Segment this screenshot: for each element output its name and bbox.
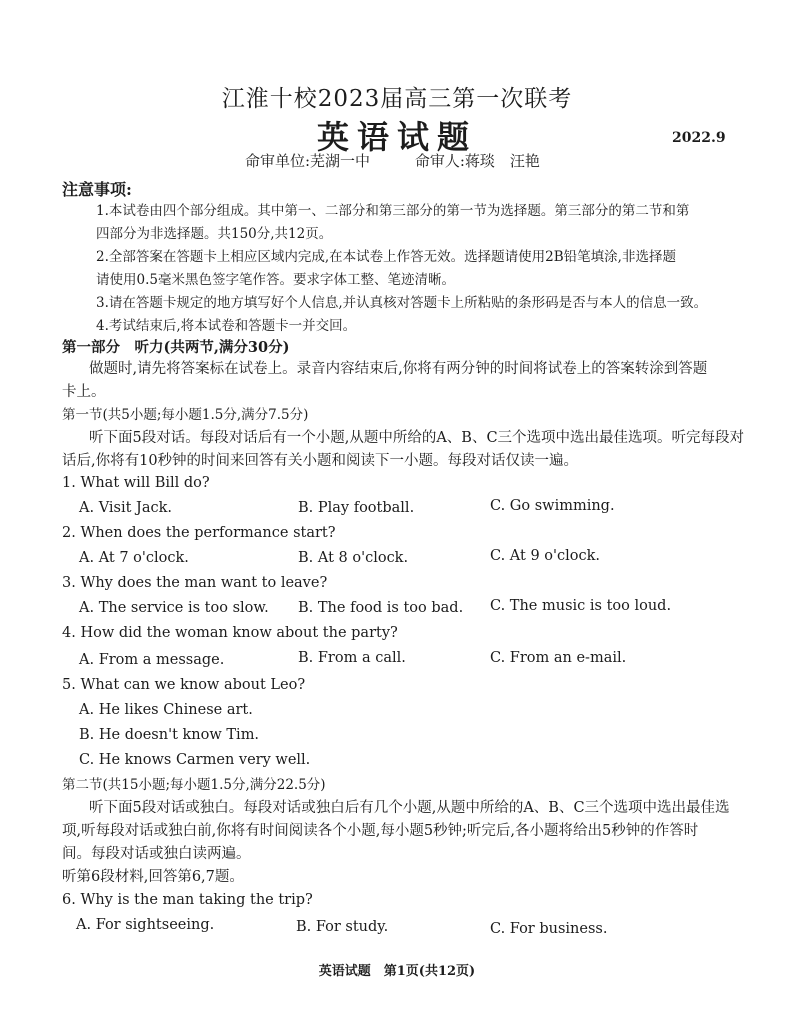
q3-option-b: B. The food is too bad. xyxy=(298,600,464,616)
q4-option-a: A. From a message. xyxy=(79,652,225,668)
question-4: 4. How did the woman know about the party? xyxy=(62,625,398,641)
exam-date: 2022.9 xyxy=(672,130,726,146)
section1-instructions: 听下面5段对话。每段对话后有一个小题,从题中所给的A、B、C三个选项中选出最佳选项。听完每段对 xyxy=(89,430,745,446)
part1-intro-cont: 卡上。 xyxy=(62,384,106,400)
q6-option-a: A. For sightseeing. xyxy=(76,917,215,933)
notice-item-2: 2.全部答案在答题卡上相应区域内完成,在本试卷上作答无效。选择题请使用2B铅笔填涂,非选择题 xyxy=(96,249,676,265)
q1-option-b: B. Play football. xyxy=(298,500,415,516)
section2-instructions: 听下面5段对话或独白。每段对话或独白后有几个小题,从题中所给的A、B、C三个选项中选出最佳选 xyxy=(89,800,730,816)
q2-option-c: C. At 9 o'clock. xyxy=(490,548,601,564)
question-3: 3. Why does the man want to leave? xyxy=(62,575,328,591)
notice-heading: 注意事项: xyxy=(62,180,132,199)
notice-item-1-cont: 四部分为非选择题。共150分,共12页。 xyxy=(96,226,333,242)
q6-option-c: C. For business. xyxy=(490,921,608,937)
question-2: 2. When does the performance start? xyxy=(62,525,336,541)
section1-heading: 第一节(共5小题;每小题1.5分,满分7.5分) xyxy=(62,407,309,423)
notice-item-3: 3.请在答题卡规定的地方填写好个人信息,并认真核对答题卡上所粘贴的条形码是否与本人的信息一致。 xyxy=(96,295,708,311)
setter-people: 命审人:蒋琰 汪艳 xyxy=(414,152,540,170)
setter-unit: 命审单位:芜湖一中 xyxy=(245,152,371,170)
q2-option-a: A. At 7 o'clock. xyxy=(79,550,189,566)
question-5: 5. What can we know about Leo? xyxy=(62,677,306,693)
q6-option-b: B. For study. xyxy=(296,919,389,935)
q2-option-b: B. At 8 o'clock. xyxy=(298,550,409,566)
part1-intro: 做题时,请先将答案标在试卷上。录音内容结束后,你将有两分钟的时间将试卷上的答案转涂到答题 xyxy=(89,361,708,377)
q4-option-b: B. From a call. xyxy=(298,650,406,666)
setter-line xyxy=(245,150,580,171)
q5-option-a: A. He likes Chinese art. xyxy=(79,702,253,718)
exam-title: 江淮十校2023届高三第一次联考 xyxy=(221,86,573,112)
section2-heading: 第二节(共15小题;每小题1.5分,满分22.5分) xyxy=(62,777,326,793)
question-6: 6. Why is the man taking the trip? xyxy=(62,892,313,908)
q5-option-b: B. He doesn't know Tim. xyxy=(79,727,260,743)
part1-heading: 第一部分 听力(共两节,满分30分) xyxy=(62,339,290,356)
q5-option-c: C. He knows Carmen very well. xyxy=(79,752,311,768)
notice-item-4: 4.考试结束后,将本试卷和答题卡一并交回。 xyxy=(96,318,357,334)
q3-option-c: C. The music is too loud. xyxy=(490,598,672,614)
material-6-note: 听第6段材料,回答第6,7题。 xyxy=(62,869,244,885)
q3-option-a: A. The service is too slow. xyxy=(79,600,269,616)
question-1: 1. What will Bill do? xyxy=(62,475,210,491)
section1-instructions-cont: 话后,你将有10秒钟的时间来回答有关小题和阅读下一小题。每段对话仅读一遍。 xyxy=(62,453,579,469)
q1-option-a: A. Visit Jack. xyxy=(79,500,173,516)
section2-instructions-end: 间。每段对话或独白读两遍。 xyxy=(62,846,251,862)
section2-instructions-cont: 项,听每段对话或独白前,你将有时间阅读各个小题,每小题5秒钟;听完后,各小题将给出5秒钟的作答时 xyxy=(62,823,699,839)
page-footer: 英语试题 第1页(共12页) xyxy=(318,964,476,979)
q1-option-c: C. Go swimming. xyxy=(490,498,615,514)
subject-title: 英语试题 xyxy=(316,118,477,156)
notice-item-1: 1.本试卷由四个部分组成。其中第一、二部分和第三部分的第一节为选择题。第三部分的第二节和第 xyxy=(96,203,690,219)
notice-item-2-cont: 请使用0.5毫米黑色签字笔作答。要求字体工整、笔迹清晰。 xyxy=(96,272,455,288)
q4-option-c: C. From an e-mail. xyxy=(490,650,627,666)
